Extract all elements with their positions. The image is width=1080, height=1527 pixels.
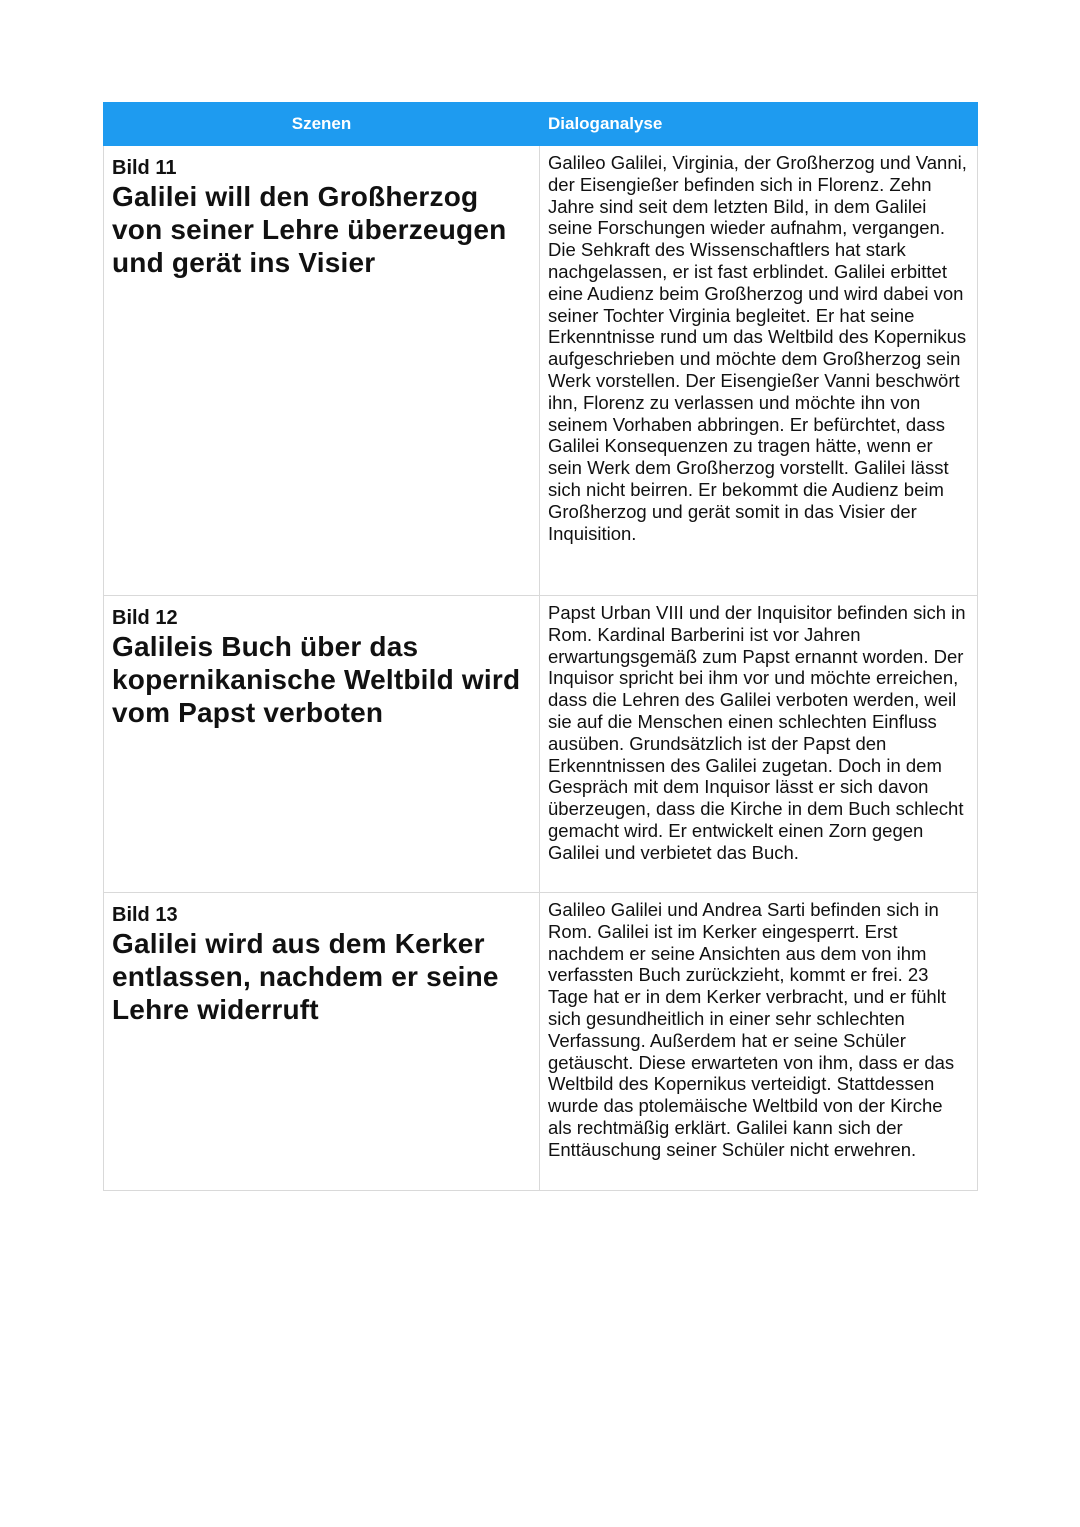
header-scenes: Szenen [104,103,540,146]
scene-analysis-table [103,102,978,1191]
analysis-text: Galileo Galilei und Andrea Sarti befinden sich in Rom. Galilei ist im Kerker eingesperrt. Erst nachdem er seine Ansichten aus dem von ihm verfassten Buch zurückzieht, kommt er frei. 23 Tage hat er in dem Kerker verbracht, und er fühlt sich gesundheitlich in einer sehr schlechten Verfassung. Außerdem hat er seine Schüler getäuscht. Diese erwarteten von ihm, dass er das Weltbild des Kopernikus verteidigt. Stattdessen wurde das ptolemäische Weltbild von der Kirche als rechtmäßig erklärt. Galilei kann sich der Enttäuschung seiner Schüler nicht erwehren. [548,899,955,1160]
table-row [104,596,978,893]
scene-title: Galileis Buch über das kopernikanische Weltbild wird vom Papst verboten [112,631,521,728]
table-row [104,146,978,596]
header-dialog-analysis: Dialoganalyse [540,103,978,146]
scene-cell [104,596,540,893]
scene-number: Bild 13 [112,904,178,926]
table-row [104,893,978,1191]
scene-number: Bild 11 [112,157,177,179]
analysis-text: Papst Urban VIII und der Inquisitor befinden sich in Rom. Kardinal Barberini ist vor Jahren erwartungsgemäß zum Papst ernannt worden. Der Inquisor spricht bei ihm vor und möchte erreichen, dass die Lehren des Galilei verboten werden, weil sie auf die Menschen einen schlechten Einfluss ausüben. Grundsätzlich ist der Papst den Erkenntnissen des Galilei zugetan. Doch in dem Gespräch mit dem Inquisor lässt er sich davon überzeugen, dass die Kirche in dem Buch schlecht gemacht wird. Er entwickelt einen Zorn gegen Galilei und verbietet das Buch. [548,602,966,863]
analysis-cell [540,596,978,893]
analysis-text: Galileo Galilei, Virginia, der Großherzog und Vanni, der Eisengießer befinden sich in Florenz. Zehn Jahre sind seit dem letzten Bild, in dem Galilei seine Forschungen wieder aufnahm, vergangen. Die Sehkraft des Wissenschaftlers hat stark nachgelassen, er ist fast erblindet. Galilei erbittet eine Audienz beim Großherzog und wird dabei von seiner Tochter Virginia begleitet. Er hat seine Erkenntnisse rund um das Weltbild des Kopernikus aufgeschrieben und möchte dem Großherzog sein Werk vorstellen. Der Eisengießer Vanni beschwört ihn, Florenz zu verlassen und möchte ihn von seinem Vorhaben abbringen. Er befürchtet, dass Galilei Konsequenzen zu tragen hätte, wenn er sein Werk dem Großherzog vorstellt. Galilei lässt sich nicht beirren. Er bekommt die Audienz beim Großherzog und gerät somit in das Visier der Inquisition. [548,152,967,544]
scene-title: Galilei wird aus dem Kerker entlassen, nachdem er seine Lehre widerruft [112,928,499,1025]
scene-number: Bild 12 [112,607,178,629]
table-header-row [104,103,978,146]
analysis-cell [540,146,978,596]
analysis-cell [540,893,978,1191]
scene-title: Galilei will den Großherzog von seiner Lehre überzeugen und gerät ins Visier [112,181,507,278]
scene-cell [104,146,540,596]
scene-cell [104,893,540,1191]
